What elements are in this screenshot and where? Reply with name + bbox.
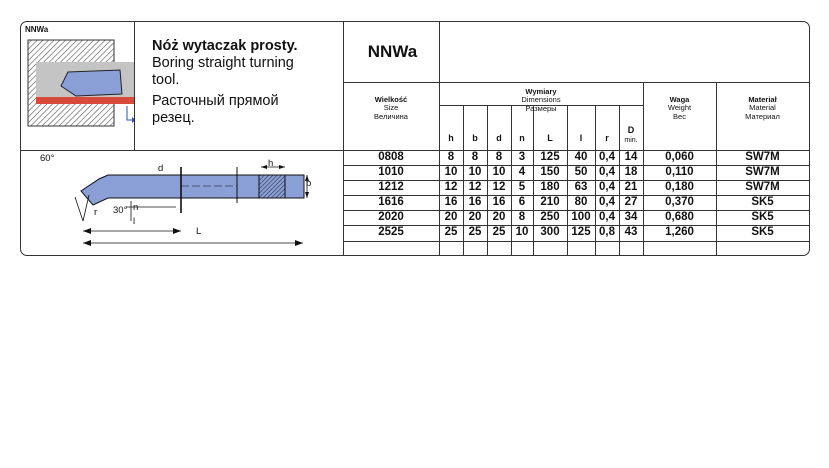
top-separator (343, 82, 809, 83)
bottom-row-line (343, 241, 809, 242)
dim-l-label: l (133, 216, 136, 227)
col-header-b: b (472, 133, 478, 143)
dim-n-label: n (133, 202, 139, 213)
tool-drawing (21, 151, 343, 255)
col-header-D: D (627, 125, 635, 135)
weight-header: Waga Weight Вес (667, 95, 692, 121)
product-code-big: NNWa (367, 42, 418, 61)
col-header-n: n (519, 133, 525, 143)
dim-r-label: r (94, 207, 98, 218)
dimensions-header: Wymiary Dimensions Размеры (521, 87, 561, 113)
col-header-min: min. (624, 137, 638, 144)
title-russian-line1: Расточный прямой (152, 93, 279, 109)
title-polish: Nóż wytaczak prosty. (152, 38, 298, 54)
title-english-line1: Boring straight turning (152, 55, 294, 71)
product-code-tag: NNWa (25, 25, 49, 34)
col-header-d: d (496, 133, 502, 143)
col-header-h: h (448, 133, 454, 143)
col-header-L: L (547, 133, 553, 143)
title-english-line2: tool. (152, 72, 180, 88)
drawing-divider (134, 22, 135, 150)
dim-b-label: b (306, 178, 312, 189)
dim-L-label: L (196, 226, 202, 237)
dim-h-label: h (268, 158, 274, 169)
angle-30-label: 30° (113, 205, 128, 216)
angle-60-label: 60° (40, 153, 55, 164)
col-header-l: l (579, 133, 583, 143)
product-card: 60° 30° d h b r n l L NNWa Nóż wytaczak prosty. Boring straight turning tool. Расточный прямой резец. NNWa Wielkość Size Величина Wymiary Dimensions Размеры Waga Weight Вес Materiał Material Материал h b d n L l r D min. 0808 8 8 8 3 125 40 0,4 14 0,060 SW7M 1010 10 10 10 4 150 50 0,4 18 0,110 SW7M 1212 12 12 12 5 180 63 0,4 21 0,180 SW7M 1616 16 16 16 6 210 80 0,4 27 0,370 SK5 2020 20 20 20 8 250 100 0,4 34 0,680 SK5 2525 25 25 25 10 300 125 0,8 43 1,260 SK5 (20, 21, 810, 256)
size-header: Wielkość Size Величина (374, 95, 408, 121)
material-header: Materiał Material Материал (745, 95, 780, 121)
title-russian-line2: резец. (152, 110, 195, 126)
dim-d-label: d (158, 163, 164, 174)
boring-sketch (24, 36, 134, 144)
col-header-r: r (605, 133, 609, 143)
